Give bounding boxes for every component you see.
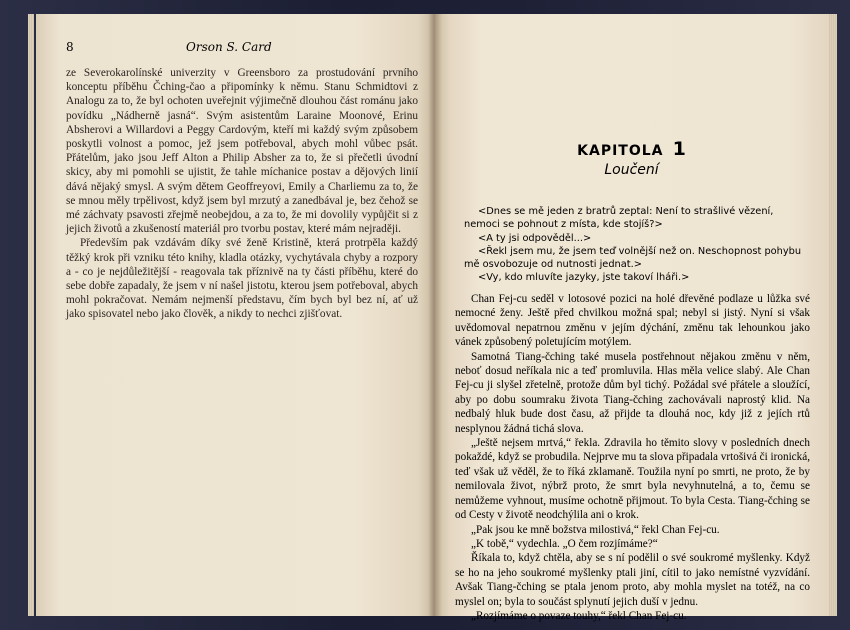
dialog-line: <Řekl jsem mu, že jsem teď volnější než on. Neschopnost pohybu mě osvobozuje od nutnosti jednat.> [464, 245, 802, 271]
paragraph: „Pak jsou ke mně božstva milostivá,“ řekl Chan Fej-cu. [471, 523, 720, 536]
chapter-label: KAPITOLA [577, 143, 664, 159]
paragraph: Samotná Tiang-čching také musela postřehnout nějakou změnu v něm, neboť dosud neříkala nic a teď promluvila. Hlas měla velice slabý. Ale Chan Fej-cu ji slyšel zřetelně, protože dům byl tichý. Požádal své přátele a sloužící, aby po dobu soumraku života Tiang-čching zachovávali naprostý klid. Na nedbalý hluk bude dost času, až přijde ta dlouhá noc, kdy již z jejích rtů nesplynou žádná tichá slova. [455, 350, 810, 435]
paragraph: „K tobě,“ vydechla. „O čem rozjímáme?“ [471, 537, 658, 550]
left-page-body [66, 66, 418, 322]
left-page-edge [28, 14, 34, 616]
epigraph-dialog [464, 205, 809, 285]
dialog-line: <Vy, kdo mluvíte jazyky, jste takoví lháři.> [478, 272, 690, 284]
dialog-line: <Dnes se mě jeden z bratrů zeptal: Není to strašlivé vězení, nemoci se pohnout z místa, kde stojíš?> [464, 206, 774, 231]
paragraph: Říkala to, když chtěla, aby se s ní podělil o své soukromé myšlenky. Když se ho na jeho soukromé myšlenky ptali jiní, cítil to jako nemístné vyzvídání. Avšak Tiang-čching se ptala jenom proto, aby mohla myslet na totéž, na co myslel on; byla to součást splynutí jejich duší v jednu. [455, 552, 810, 608]
paragraph: „Rozjímáme o povaze touhy,“ řekl Chan Fej-cu. [471, 609, 687, 622]
page-number: 8 [66, 40, 74, 54]
dialog-line: <A ty jsi odpověděl...> [478, 232, 592, 244]
chapter-number: 1 [672, 138, 686, 160]
right-page-body [455, 292, 810, 623]
right-page-edge [829, 14, 837, 616]
paragraph: Především pak vzdávám díky své ženě Kristině, která protrpěla každý těžký krok při vzniku této knihy, kladla otázky, vychytávala chyby a rozpory a - co je nejdůležitější - reagovala tak příznivě na ty části příběhu, které do sebe dobře zapadaly, že jsem v ní našel jistotu, kterou jsem potřeboval, abych mohl pokračovat. Nemám nejmenší představu, čím bych byl bez ní, ať už jako spisovatel nebo jako člověk, a nikdy to nechci zjišťovat. [66, 237, 418, 321]
book-gutter [428, 14, 442, 616]
chapter-title: Loučení [604, 162, 659, 178]
paragraph: „Ještě nejsem mrtvá,“ řekla. Zdravila ho těmito slovy v posledních dnech pokaždé, když se probudila. Nejprve mu ta slova připadala vrtošivá či ironická, teď však už věděl, že to říká zklamaně. Toužila nyní po smrti, ne proto, že by nemilovala život, nýbrž proto, že smrt byla nevyhnutelná, a to, čemu se nemůžeme vyhnout, musíme ochotně přijmout. To byla Cesta. Tiang-čching se od Cesty v životě neodchýlila ani o krok. [455, 437, 810, 522]
paragraph: Chan Fej-cu seděl v lotosové pozici na holé dřevěné podlaze u lůžka své nemocné ženy. Ještě před chvilkou možná spal; nebyl si jistý. Nyní si však uvědomoval nepatrnou změnu v jejím dýchání, změnu tak lehounkou jako vánek způsobený poletujícím motýlem. [455, 293, 810, 349]
chapter-heading [434, 138, 829, 178]
paragraph: ze Severokarolínské univerzity v Greensboro za prostudování prvního konceptu příběhu Čching-čao a připomínky k němu. Stanu Schmidtovi z Analogu za to, že byl ochoten uveřejnit výjimečně dlouhou část románu jako povídku „Nádherně jasná“. Svým asistentům Laraine Moonové, Erinu Absherovi a Willardovi a Peggy Cardovým, kteří mi každý svým způsobem poskytli volnost a pomoc, jež jsem potřeboval, abych mohl vůbec psát. Přátelům, jako jsou Jeff Alton a Philip Absher za to, že si přečetli úvodní skicy, aby mi pomohli se ujistit, že tahle míchanice postav a dějových linií dává nějaký smysl. A svým dětem Geoffreyovi, Emily a Charliemu za to, že se mnou měly trpělivost, když jsem byl mrzutý a zanedbával je, bez čehož se mé záchvaty psavosti zřejmě neobejdou, a za to, že mi dovolily vypůjčit si z jejich životů a zkušeností materiál pro tvorbu postav, které mám nejraději. [66, 67, 418, 236]
running-head: Orson S. Card [186, 40, 272, 54]
